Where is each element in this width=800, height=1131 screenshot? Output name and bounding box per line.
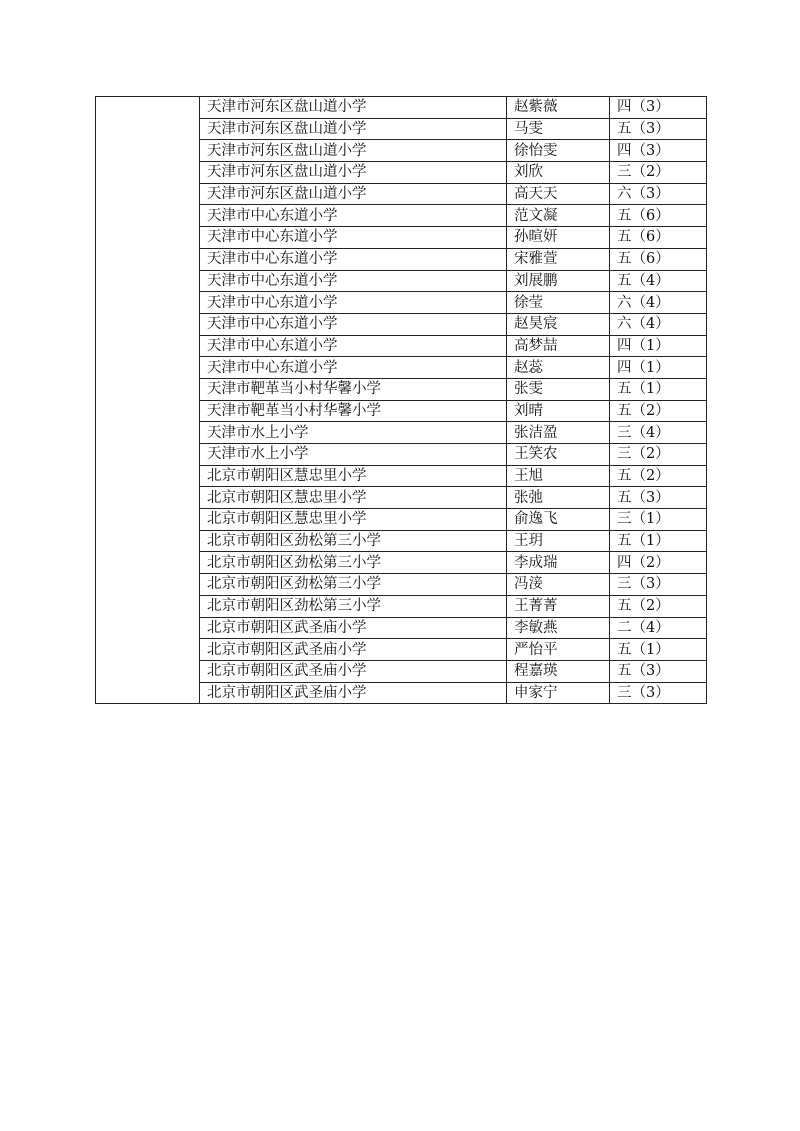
- student-name-cell: 张雯: [507, 378, 610, 400]
- class-cell: 六（4）: [610, 313, 707, 335]
- student-name-cell: 徐怡雯: [507, 140, 610, 162]
- school-cell: 天津市中心东道小学: [200, 227, 507, 249]
- table-row: [96, 97, 707, 119]
- student-name-cell: 宋雅萱: [507, 248, 610, 270]
- class-cell: 五（6）: [610, 205, 707, 227]
- school-cell: 天津市河东区盘山道小学: [200, 97, 507, 119]
- student-name-cell: 孙暄妍: [507, 227, 610, 249]
- class-cell: 三（3）: [610, 574, 707, 596]
- class-cell: 五（2）: [610, 465, 707, 487]
- school-cell: 天津市中心东道小学: [200, 292, 507, 314]
- school-cell: 北京市朝阳区武圣庙小学: [200, 682, 507, 704]
- student-name-cell: 俞逸飞: [507, 509, 610, 531]
- school-cell: 天津市水上小学: [200, 444, 507, 466]
- class-cell: 五（6）: [610, 248, 707, 270]
- student-name-cell: 赵紫薇: [507, 97, 610, 119]
- student-name-cell: 赵蕊: [507, 357, 610, 379]
- class-cell: 三（3）: [610, 682, 707, 704]
- school-cell: 北京市朝阳区慧忠里小学: [200, 509, 507, 531]
- school-cell: 北京市朝阳区慧忠里小学: [200, 487, 507, 509]
- school-cell: 北京市朝阳区劲松第三小学: [200, 530, 507, 552]
- student-name-cell: 王旭: [507, 465, 610, 487]
- student-name-cell: 冯淁: [507, 574, 610, 596]
- school-cell: 北京市朝阳区武圣庙小学: [200, 617, 507, 639]
- school-cell: 天津市中心东道小学: [200, 357, 507, 379]
- class-cell: 六（3）: [610, 183, 707, 205]
- class-cell: 三（2）: [610, 444, 707, 466]
- class-cell: 五（1）: [610, 378, 707, 400]
- student-name-cell: 赵昊宸: [507, 313, 610, 335]
- school-cell: 北京市朝阳区劲松第三小学: [200, 595, 507, 617]
- school-cell: 北京市朝阳区劲松第三小学: [200, 552, 507, 574]
- class-cell: 五（3）: [610, 118, 707, 140]
- student-name-cell: 高梦喆: [507, 335, 610, 357]
- class-cell: 二（4）: [610, 617, 707, 639]
- school-cell: 天津市河东区盘山道小学: [200, 162, 507, 184]
- class-cell: 三（4）: [610, 422, 707, 444]
- student-name-cell: 李敏燕: [507, 617, 610, 639]
- student-name-cell: 李成瑞: [507, 552, 610, 574]
- school-cell: 北京市朝阳区劲松第三小学: [200, 574, 507, 596]
- student-name-cell: 高天天: [507, 183, 610, 205]
- student-name-cell: 张洁盈: [507, 422, 610, 444]
- school-cell: 天津市中心东道小学: [200, 205, 507, 227]
- merged-category-cell: [96, 97, 200, 704]
- student-name-cell: 严怡平: [507, 639, 610, 661]
- school-cell: 天津市中心东道小学: [200, 270, 507, 292]
- student-name-cell: 张弛: [507, 487, 610, 509]
- student-name-cell: 刘晴: [507, 400, 610, 422]
- student-name-cell: 程嘉瑛: [507, 660, 610, 682]
- class-cell: 三（1）: [610, 509, 707, 531]
- class-cell: 四（1）: [610, 357, 707, 379]
- school-cell: 天津市靶革当小村华馨小学: [200, 400, 507, 422]
- class-cell: 五（2）: [610, 400, 707, 422]
- class-cell: 三（2）: [610, 162, 707, 184]
- class-cell: 五（1）: [610, 639, 707, 661]
- student-roster-table: [95, 96, 707, 704]
- class-cell: 五（3）: [610, 660, 707, 682]
- student-name-cell: 王菁菁: [507, 595, 610, 617]
- class-cell: 四（1）: [610, 335, 707, 357]
- school-cell: 天津市中心东道小学: [200, 248, 507, 270]
- school-cell: 北京市朝阳区慧忠里小学: [200, 465, 507, 487]
- student-name-cell: 范文凝: [507, 205, 610, 227]
- school-cell: 北京市朝阳区武圣庙小学: [200, 639, 507, 661]
- class-cell: 四（3）: [610, 97, 707, 119]
- student-name-cell: 王玥: [507, 530, 610, 552]
- student-name-cell: 刘展鹏: [507, 270, 610, 292]
- class-cell: 五（6）: [610, 227, 707, 249]
- school-cell: 天津市水上小学: [200, 422, 507, 444]
- class-cell: 五（4）: [610, 270, 707, 292]
- school-cell: 北京市朝阳区武圣庙小学: [200, 660, 507, 682]
- class-cell: 四（2）: [610, 552, 707, 574]
- school-cell: 天津市河东区盘山道小学: [200, 183, 507, 205]
- student-name-cell: 刘欣: [507, 162, 610, 184]
- class-cell: 四（3）: [610, 140, 707, 162]
- class-cell: 五（2）: [610, 595, 707, 617]
- student-name-cell: 马雯: [507, 118, 610, 140]
- class-cell: 六（4）: [610, 292, 707, 314]
- school-cell: 天津市河东区盘山道小学: [200, 140, 507, 162]
- school-cell: 天津市中心东道小学: [200, 313, 507, 335]
- school-cell: 天津市靶革当小村华馨小学: [200, 378, 507, 400]
- student-name-cell: 徐莹: [507, 292, 610, 314]
- school-cell: 天津市河东区盘山道小学: [200, 118, 507, 140]
- student-name-cell: 王笑农: [507, 444, 610, 466]
- student-name-cell: 申家宁: [507, 682, 610, 704]
- school-cell: 天津市中心东道小学: [200, 335, 507, 357]
- class-cell: 五（3）: [610, 487, 707, 509]
- roster-body: [96, 97, 707, 704]
- class-cell: 五（1）: [610, 530, 707, 552]
